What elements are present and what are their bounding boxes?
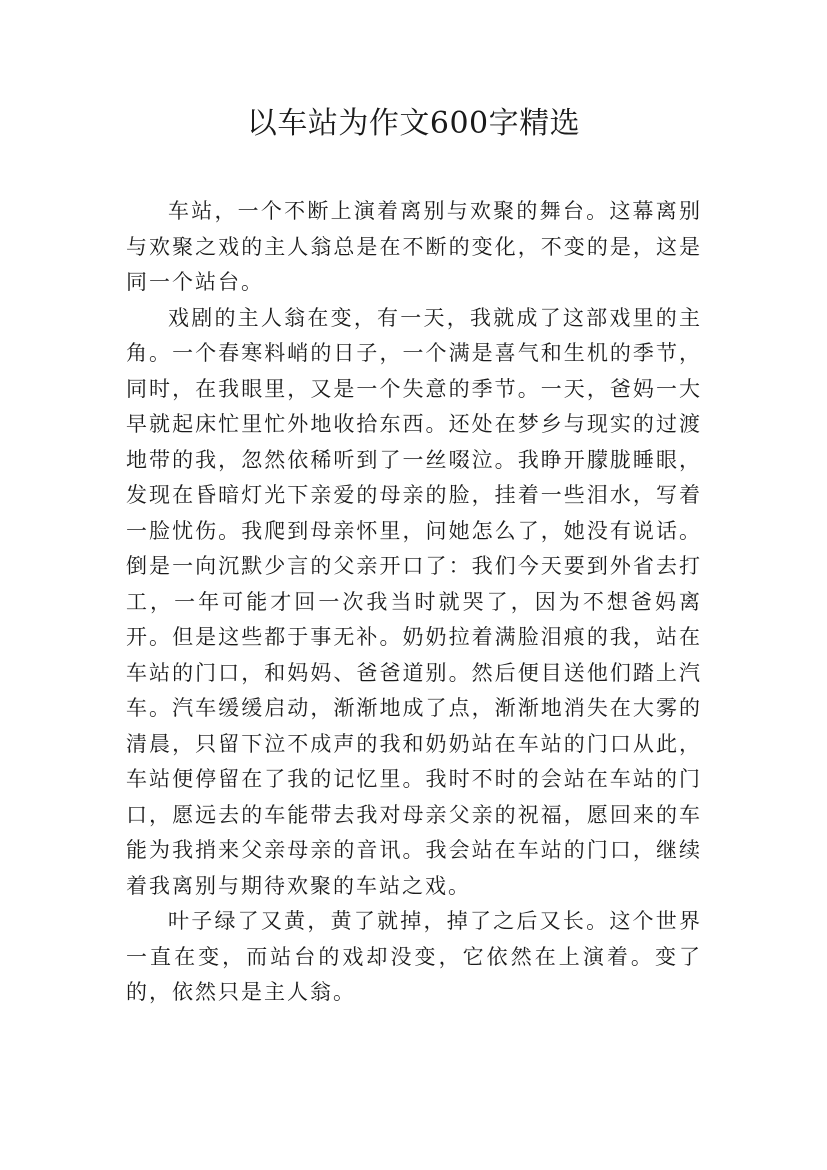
paragraph-1: 车站，一个不断上演着离别与欢聚的舞台。这幕离别与欢聚之戏的主人翁总是在不断的变化，不变的是，这是同一个站台。 — [126, 199, 702, 294]
paragraph-3: 叶子绿了又黄，黄了就掉，掉了之后又长。这个世界一直在变，而站台的戏却没变，它依然在上演着。变了的，依然只是主人翁。 — [126, 909, 702, 1004]
paragraph-2: 戏剧的主人翁在变，有一天，我就成了这部戏里的主角。一个春寒料峭的日子，一个满是喜气和生机的季节，同时，在我眼里，又是一个失意的季节。一天，爸妈一大早就起床忙里忙外地收拾东西。还处在梦乡与现实的过渡地带的我，忽然依稀听到了一丝啜泣。我睁开朦胧睡眼，发现在昏暗灯光下亲爱的母亲的脸，挂着一些泪水，写着一脸忧伤。我爬到母亲怀里，问她怎么了，她没有说话。倒是一向沉默少言的父亲开口了：我们今天要到外省去打工，一年可能才回一次我当时就哭了，因为不想爸妈离开。但是这些都于事无补。奶奶拉着满脸泪痕的我，站在车站的门口，和妈妈、爸爸道别。然后便目送他们踏上汽车。汽车缓缓启动，渐渐地成了点，渐渐地消失在大雾的清晨，只留下泣不成声的我和奶奶站在车站的门口从此，车站便停留在了我的记忆里。我时不时的会站在车站的门口，愿远去的车能带去我对母亲父亲的祝福，愿回来的车能为我捎来父亲母亲的音讯。我会站在车站的门口，继续着我离别与期待欢聚的车站之戏。 — [126, 305, 702, 898]
document-title: 以车站为作文600字精选 — [246, 106, 581, 141]
document-body — [126, 194, 702, 1011]
